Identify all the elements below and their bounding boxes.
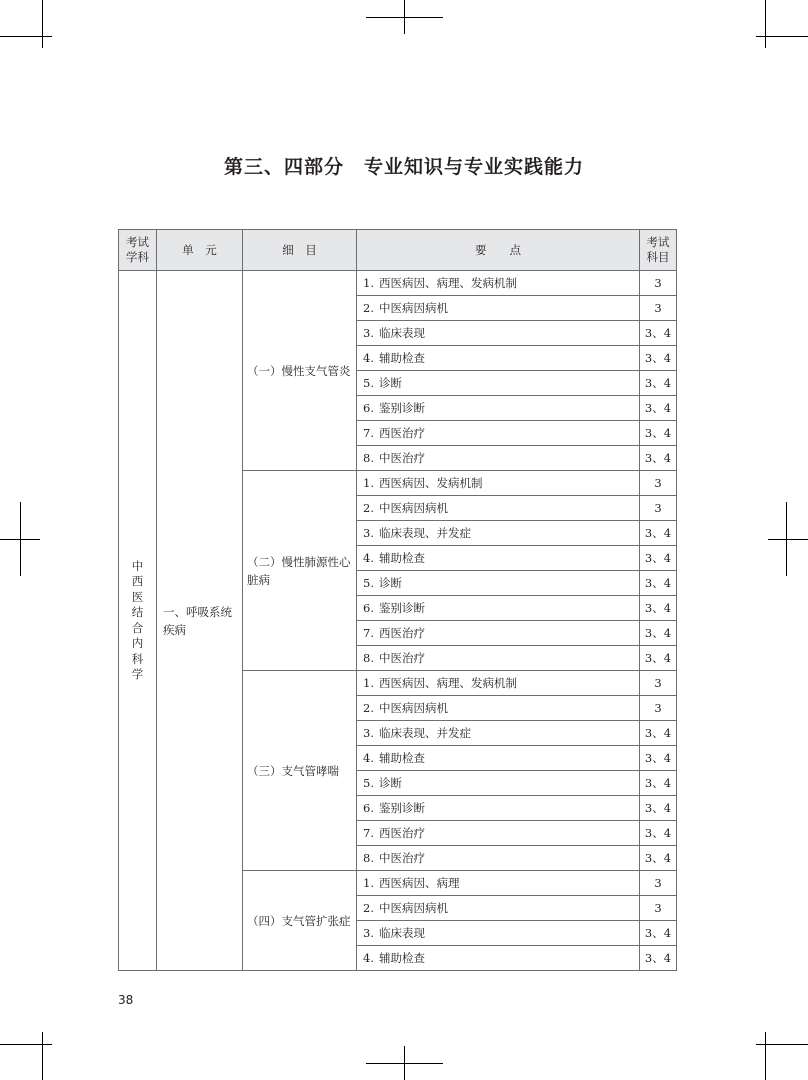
point-text: 临床表现 [378,926,425,940]
point-text: 辅助检查 [378,951,425,965]
level-cell: 3、4 [640,621,677,646]
point-number: 2. [363,301,374,315]
point-text: 鉴别诊断 [378,401,425,415]
level-cell: 3、4 [640,721,677,746]
level-cell: 3、4 [640,646,677,671]
point-text: 中医病因病机 [378,301,448,315]
point-number: 8. [363,851,374,865]
point-text: 辅助检查 [378,551,425,565]
point-cell [357,896,640,921]
crop-mark [366,1063,443,1064]
point-cell [357,721,640,746]
point-number: 1. [363,276,374,290]
point-number: 4. [363,951,374,965]
point-text: 鉴别诊断 [378,601,425,615]
point-cell [357,871,640,896]
point-cell [357,946,640,971]
subject-cell [119,271,157,971]
point-cell [357,646,640,671]
table-row [119,271,677,296]
level-cell: 3、4 [640,821,677,846]
point-cell [357,271,640,296]
header-point: 要 点 [357,230,640,271]
point-cell [357,421,640,446]
crop-mark [42,1032,43,1080]
level-cell: 3、4 [640,521,677,546]
point-number: 3. [363,926,374,940]
level-cell: 3 [640,696,677,721]
point-cell [357,496,640,521]
level-cell: 3、4 [640,796,677,821]
point-text: 西医病因、发病机制 [378,476,483,490]
point-cell [357,771,640,796]
crop-mark [366,17,443,18]
point-number: 1. [363,676,374,690]
point-text: 诊断 [378,576,402,590]
point-cell [357,746,640,771]
point-number: 6. [363,801,374,815]
point-text: 临床表现 [378,326,425,340]
item-cell: （三）支气管哮喘 [243,671,357,871]
point-text: 中医治疗 [378,451,425,465]
level-cell: 3、4 [640,571,677,596]
level-cell: 3 [640,871,677,896]
point-cell [357,446,640,471]
point-text: 鉴别诊断 [378,801,425,815]
point-text: 临床表现、并发症 [378,526,471,540]
point-number: 3. [363,726,374,740]
level-cell: 3 [640,296,677,321]
level-cell: 3、4 [640,846,677,871]
point-cell [357,521,640,546]
point-number: 7. [363,826,374,840]
page-title: 第三、四部分 专业知识与专业实践能力 [223,156,584,178]
point-number: 3. [363,526,374,540]
point-cell [357,671,640,696]
point-text: 诊断 [378,776,402,790]
point-cell [357,546,640,571]
level-cell: 3、4 [640,746,677,771]
header-subject: 考试学科 [119,230,157,271]
header-item: 细 目 [243,230,357,271]
point-number: 1. [363,476,374,490]
point-number: 6. [363,601,374,615]
page-number: 38 [118,993,134,1007]
point-text: 西医治疗 [378,626,425,640]
table-header-row [119,230,677,271]
point-number: 4. [363,751,374,765]
level-cell: 3、4 [640,596,677,621]
unit-cell: 一、呼吸系统疾病 [157,271,243,971]
point-text: 中医治疗 [378,651,425,665]
point-text: 辅助检查 [378,751,425,765]
level-cell: 3、4 [640,321,677,346]
point-cell [357,471,640,496]
level-cell: 3、4 [640,396,677,421]
point-text: 中医病因病机 [378,901,448,915]
item-cell: （四）支气管扩张症 [243,871,357,971]
point-number: 4. [363,551,374,565]
crop-mark [756,36,808,37]
point-cell [357,371,640,396]
point-number: 5. [363,776,374,790]
crop-mark [0,1044,52,1045]
crop-mark [756,1044,808,1045]
header-unit: 单 元 [157,230,243,271]
point-text: 西医病因、病理、发病机制 [378,676,517,690]
point-number: 2. [363,501,374,515]
point-cell [357,346,640,371]
point-number: 5. [363,576,374,590]
point-number: 8. [363,651,374,665]
point-text: 中医治疗 [378,851,425,865]
point-cell [357,596,640,621]
level-cell: 3、4 [640,946,677,971]
crop-mark [768,539,808,540]
level-cell: 3 [640,496,677,521]
point-cell [357,321,640,346]
point-number: 7. [363,626,374,640]
syllabus-table [118,229,677,971]
level-cell: 3、4 [640,421,677,446]
level-cell: 3、4 [640,546,677,571]
point-cell [357,821,640,846]
point-text: 中医病因病机 [378,501,448,515]
point-cell [357,571,640,596]
header-level: 考试科目 [640,230,677,271]
level-cell: 3 [640,471,677,496]
crop-mark [42,0,43,48]
point-cell [357,796,640,821]
point-text: 西医病因、病理、发病机制 [378,276,517,290]
table-body [119,271,677,971]
item-cell: （二）慢性肺源性心脏病 [243,471,357,671]
point-number: 1. [363,876,374,890]
crop-mark [765,1032,766,1080]
point-number: 4. [363,351,374,365]
point-cell [357,696,640,721]
point-text: 诊断 [378,376,402,390]
crop-mark [765,0,766,48]
level-cell: 3、4 [640,771,677,796]
point-text: 西医治疗 [378,826,425,840]
level-cell: 3 [640,896,677,921]
point-text: 西医病因、病理 [378,876,460,890]
point-number: 7. [363,426,374,440]
point-number: 2. [363,901,374,915]
level-cell: 3、4 [640,346,677,371]
point-number: 8. [363,451,374,465]
point-text: 辅助检查 [378,351,425,365]
crop-mark [0,539,40,540]
point-cell [357,396,640,421]
item-cell: （一）慢性支气管炎 [243,271,357,471]
level-cell: 3、4 [640,446,677,471]
point-number: 5. [363,376,374,390]
level-cell: 3 [640,271,677,296]
crop-mark [0,36,52,37]
point-number: 6. [363,401,374,415]
level-cell: 3、4 [640,371,677,396]
point-cell [357,296,640,321]
point-cell [357,621,640,646]
point-number: 3. [363,326,374,340]
point-number: 2. [363,701,374,715]
point-text: 西医治疗 [378,426,425,440]
point-text: 临床表现、并发症 [378,726,471,740]
level-cell: 3 [640,671,677,696]
point-cell [357,921,640,946]
point-text: 中医病因病机 [378,701,448,715]
point-cell [357,846,640,871]
subject-label: 中西医结合内科学 [131,558,144,681]
level-cell: 3、4 [640,921,677,946]
